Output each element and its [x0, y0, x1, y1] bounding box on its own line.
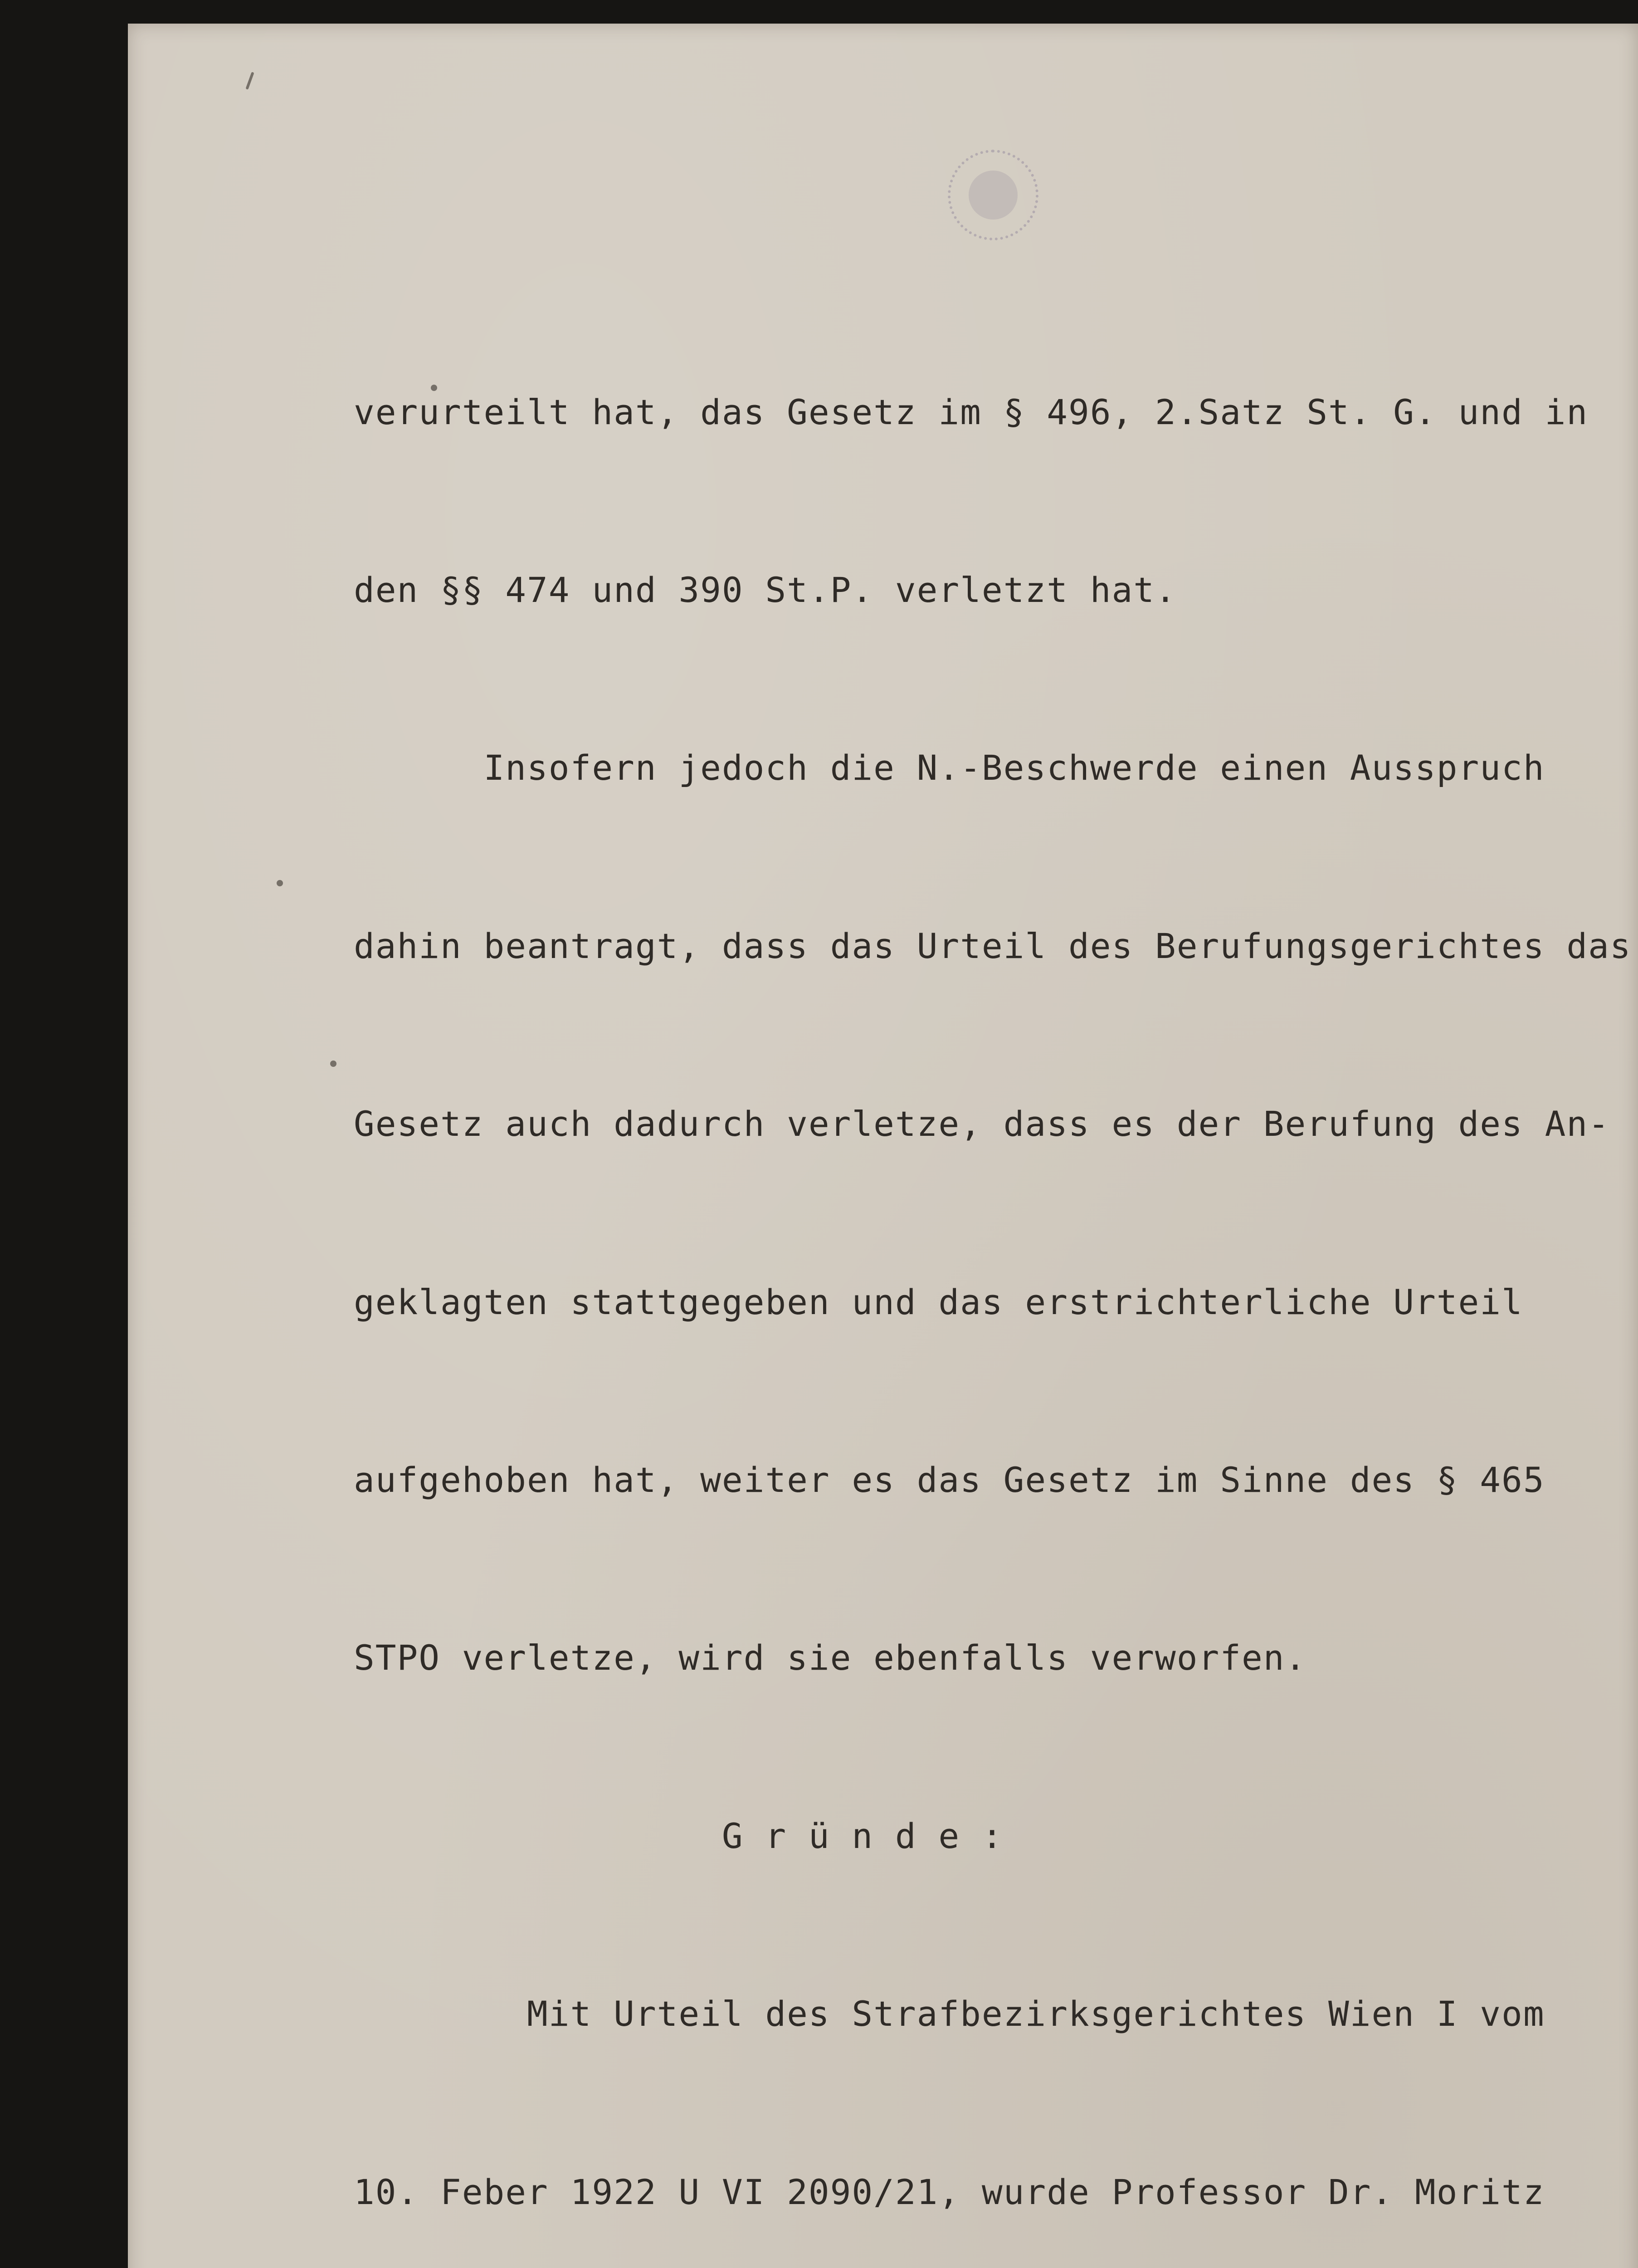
text-line: den §§ 474 und 390 St.P. verletzt hat. [354, 569, 1177, 610]
text-line: Gesetz auch dadurch verletze, dass es der Berufung des An- [354, 1104, 1610, 1144]
text-line: verurteilt hat, das Gesetz im § 496, 2.Satz St. G. und in [354, 391, 1589, 432]
seal-stamp [948, 150, 1038, 240]
section-heading: G r ü n d e : [354, 1815, 1004, 1856]
text-line: 10. Feber 1922 U VI 2090/21, wurde Professor Dr. Moritz [354, 2171, 1545, 2212]
text-line: dahin beantragt, dass das Urteil des Berufungsgerichtes das [354, 925, 1632, 966]
text-line: aufgehoben hat, weiter es das Gesetz im Sinne des § 465 [354, 1459, 1545, 1500]
margin-dot [330, 1061, 336, 1067]
margin-dot [277, 880, 283, 886]
text-line: geklagten stattgegeben und das erstrichterliche Urteil [354, 1281, 1523, 1322]
text-line: Mit Urteil des Strafbezirksgerichtes Wien I vom [354, 1994, 1545, 2034]
document-text [354, 264, 1632, 2268]
text-line: Insofern jedoch die N.-Beschwerde einen Ausspruch [354, 748, 1545, 788]
text-line: STPO verletze, wird sie ebenfalls verworfen. [354, 1637, 1307, 1678]
